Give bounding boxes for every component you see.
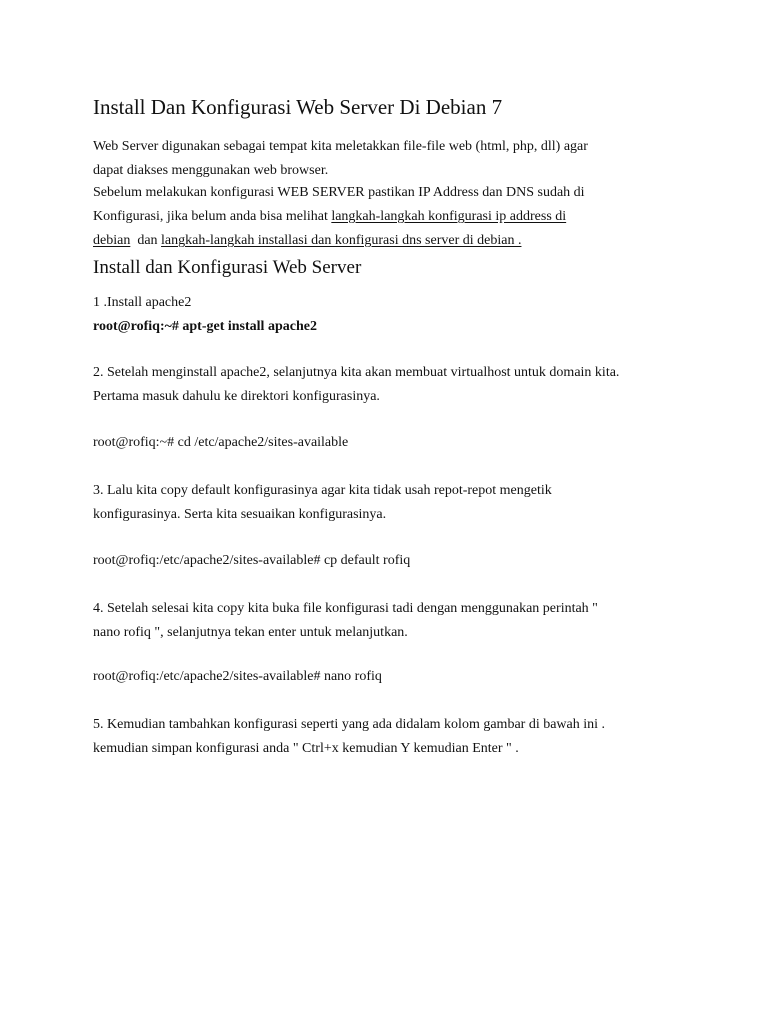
step-5-line-2: kemudian simpan konfigurasi anda " Ctrl+x kemudian Y kemudian Enter " . xyxy=(93,741,519,756)
step-2-line-2: Pertama masuk dahulu ke direktori konfigurasinya. xyxy=(93,389,380,404)
step-3-line-1: 3. Lalu kita copy default konfigurasinya agar kita tidak usah repot-repot mengetik xyxy=(93,483,552,498)
intro-line-5 xyxy=(93,232,521,250)
intro-line-2: dapat diakses menggunakan web browser. xyxy=(93,163,329,178)
intro-line-4-text: Konfigurasi, jika belum anda bisa melihat xyxy=(93,209,332,224)
step-1-command: root@rofiq:~# apt-get install apache2 xyxy=(93,319,317,334)
page-title: Install Dan Konfigurasi Web Server Di Debian 7 xyxy=(93,95,503,119)
step-4-line-1: 4. Setelah selesai kita copy kita buka file konfigurasi tadi dengan menggunakan perintah " xyxy=(93,601,598,616)
step-1-title: 1 .Install apache2 xyxy=(93,295,192,310)
step-3-line-2: konfigurasinya. Serta kita sesuaikan konfigurasinya. xyxy=(93,507,387,522)
intro-line-3: Sebelum melakukan konfigurasi WEB SERVER pastikan IP Address dan DNS sudah di xyxy=(93,185,585,200)
link-ip-address-config[interactable]: langkah-langkah konfigurasi ip address di xyxy=(331,209,567,224)
step-5-line-1: 5. Kemudian tambahkan konfigurasi seperti yang ada didalam kolom gambar di bawah ini . xyxy=(93,717,606,732)
link-ip-address-config-cont[interactable]: debian xyxy=(93,233,131,248)
intro-line-1: Web Server digunakan sebagai tempat kita meletakkan file-file web (html, php, dll) agar xyxy=(93,139,588,154)
step-2-command: root@rofiq:~# cd /etc/apache2/sites-available xyxy=(93,435,349,450)
step-4-command: root@rofiq:/etc/apache2/sites-available# nano rofiq xyxy=(93,669,382,684)
link-dns-server-config[interactable]: langkah-langkah installasi dan konfigurasi dns server di debian . xyxy=(161,233,522,248)
section-title: Install dan Konfigurasi Web Server xyxy=(93,257,362,278)
step-2-line-1: 2. Setelah menginstall apache2, selanjutnya kita akan membuat virtualhost untuk domain kita. xyxy=(93,365,620,380)
step-3-command: root@rofiq:/etc/apache2/sites-available# cp default rofiq xyxy=(93,553,411,568)
step-4-line-2: nano rofiq ", selanjutnya tekan enter untuk melanjutkan. xyxy=(93,625,408,640)
intro-line-4 xyxy=(93,208,566,226)
intro-line-5-text: dan xyxy=(130,233,162,248)
